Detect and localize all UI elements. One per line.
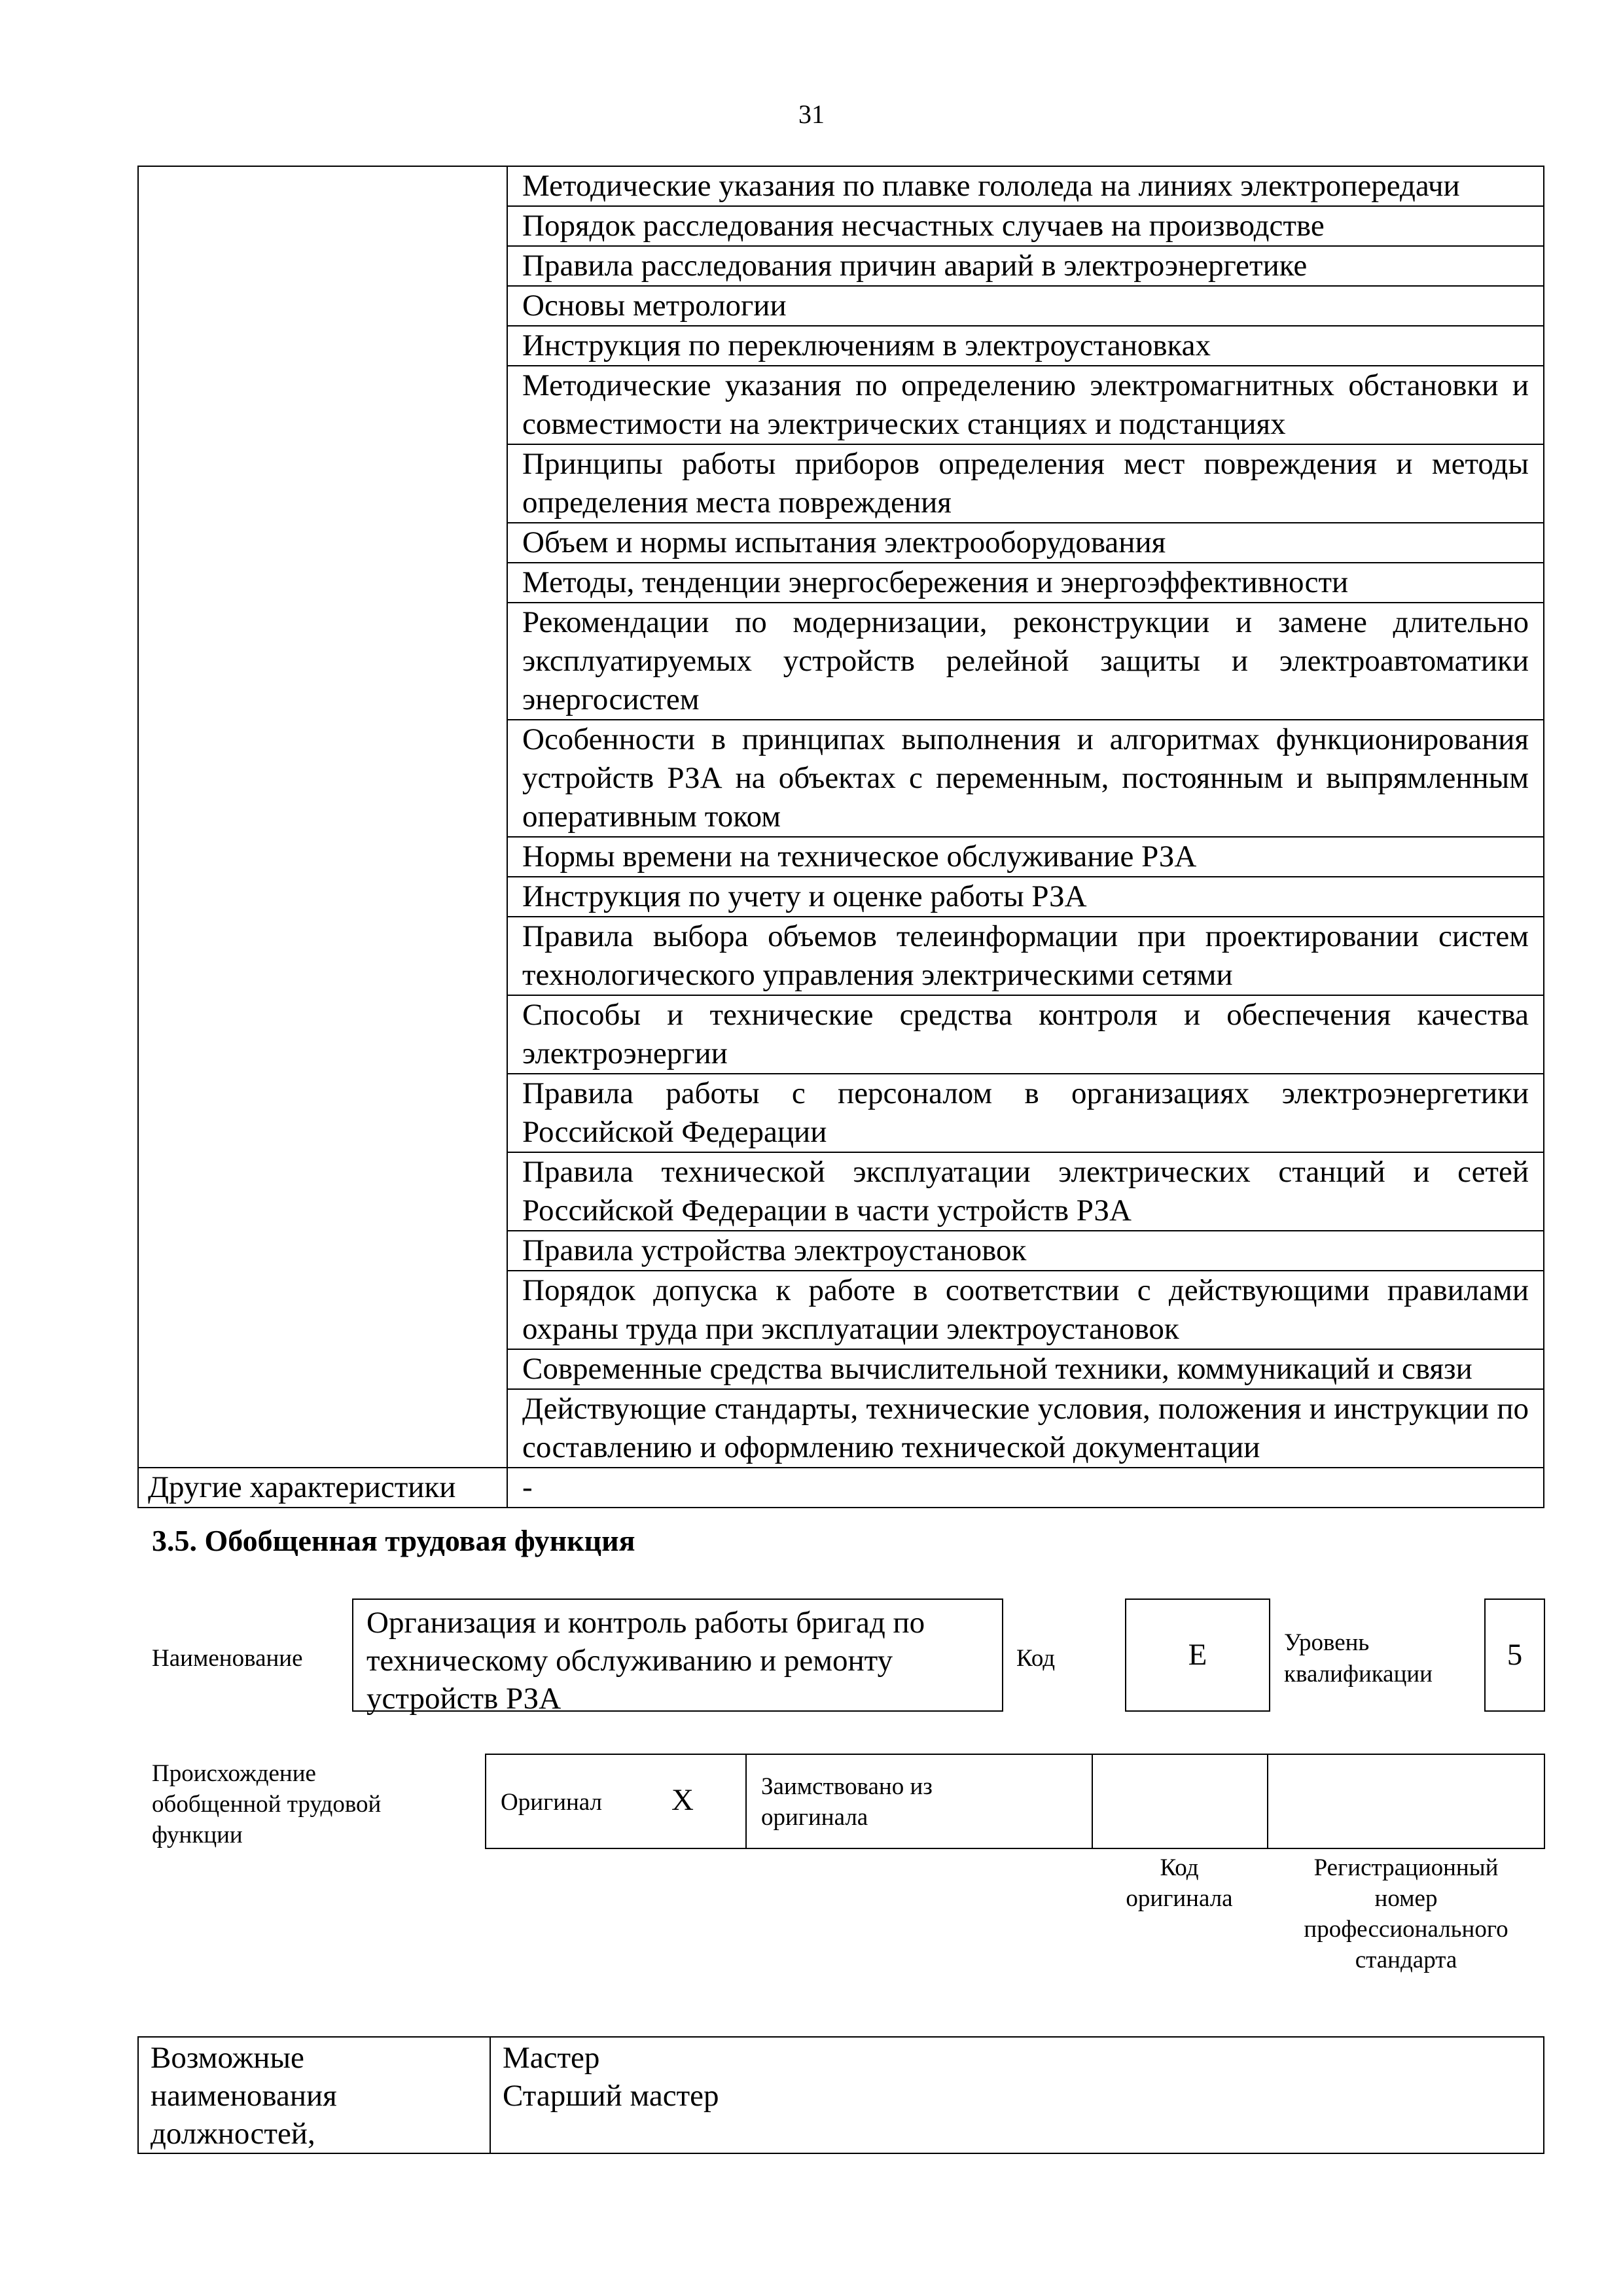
original-label: Оригинал bbox=[501, 1789, 603, 1816]
page-number: 31 bbox=[798, 99, 825, 129]
table-row bbox=[138, 246, 1544, 286]
table-row bbox=[138, 1389, 1544, 1468]
knowledge-item: Особенности в принципах выполнения и алгоритмах функционирования устройств РЗА на объектах с переменным, постоянным и выпрямленным оперативным током bbox=[507, 720, 1544, 837]
positions-label-cell bbox=[138, 2037, 490, 2153]
knowledge-item: Основы метрологии bbox=[507, 286, 1544, 326]
origin-divider-2 bbox=[1092, 1755, 1093, 1848]
other-characteristics-row bbox=[138, 1468, 1544, 1508]
table-row bbox=[138, 1074, 1544, 1152]
left-cell bbox=[138, 166, 507, 206]
positions-value-2: Старший мастер bbox=[503, 2079, 719, 2113]
knowledge-item: Инструкция по учету и оценке работы РЗА bbox=[507, 877, 1544, 917]
code-value: E bbox=[1188, 1638, 1207, 1672]
positions-value-cell bbox=[490, 2037, 1544, 2153]
table-row bbox=[138, 995, 1544, 1074]
caption-reg-2: номер bbox=[1374, 1885, 1438, 1912]
left-cell bbox=[138, 1074, 507, 1152]
knowledge-item: Правила работы с персоналом в организациях электроэнергетики Российской Федерации bbox=[507, 1074, 1544, 1152]
table-row bbox=[138, 877, 1544, 917]
level-value-box bbox=[1484, 1598, 1545, 1712]
original-mark: X bbox=[671, 1783, 694, 1817]
positions-label-2: наименования bbox=[151, 2079, 337, 2113]
knowledge-item: Порядок расследования несчастных случаев на производстве bbox=[507, 206, 1544, 246]
table-row bbox=[138, 720, 1544, 837]
table-row bbox=[138, 1231, 1544, 1271]
table-row bbox=[138, 523, 1544, 563]
left-cell bbox=[138, 603, 507, 720]
code-label: Код bbox=[1016, 1645, 1056, 1672]
knowledge-item: Методические указания по плавке гололеда на линиях электропередачи bbox=[507, 166, 1544, 206]
table-row bbox=[138, 366, 1544, 444]
other-characteristics-label: Другие характеристики bbox=[138, 1468, 507, 1508]
table-row bbox=[138, 1152, 1544, 1231]
left-cell bbox=[138, 1389, 507, 1468]
table-row bbox=[138, 837, 1544, 877]
knowledge-item: Порядок допуска к работе в соответствии с действующими правилами охраны труда при эксплуатации электроустановок bbox=[507, 1271, 1544, 1349]
left-cell bbox=[138, 877, 507, 917]
left-cell bbox=[138, 837, 507, 877]
knowledge-item: Правила устройства электроустановок bbox=[507, 1231, 1544, 1271]
knowledge-item: Рекомендации по модернизации, реконструкции и замене длительно эксплуатируемых устройств релейной защиты и электроавтоматики энергосистем bbox=[507, 603, 1544, 720]
left-cell bbox=[138, 1231, 507, 1271]
left-cell bbox=[138, 246, 507, 286]
knowledge-item: Способы и технические средства контроля и обеспечения качества электроэнергии bbox=[507, 995, 1544, 1074]
borrowed-label-1: Заимствовано из bbox=[761, 1773, 933, 1800]
knowledge-item: Действующие стандарты, технические условия, положения и инструкции по составлению и оформлению технической документации bbox=[507, 1389, 1544, 1468]
left-cell bbox=[138, 444, 507, 523]
knowledge-item: Нормы времени на техническое обслуживание РЗА bbox=[507, 837, 1544, 877]
left-cell bbox=[138, 366, 507, 444]
left-cell bbox=[138, 1152, 507, 1231]
positions-table bbox=[137, 2036, 1544, 2154]
left-cell bbox=[138, 720, 507, 837]
level-label-1: Уровень bbox=[1284, 1629, 1370, 1656]
left-cell bbox=[138, 206, 507, 246]
origin-label-1: Происхождение bbox=[152, 1760, 316, 1787]
knowledge-item: Методы, тенденции энергосбережения и энергоэффективности bbox=[507, 563, 1544, 603]
origin-divider-3 bbox=[1267, 1755, 1268, 1848]
left-cell bbox=[138, 995, 507, 1074]
left-cell bbox=[138, 326, 507, 366]
caption-reg-1: Регистрационный bbox=[1313, 1854, 1499, 1881]
knowledge-item: Правила выбора объемов телеинформации при проектировании систем технологического управления электрическими сетями bbox=[507, 917, 1544, 995]
table-row bbox=[138, 206, 1544, 246]
left-cell bbox=[138, 917, 507, 995]
other-characteristics-value: - bbox=[507, 1468, 1544, 1508]
name-label: Наименование bbox=[152, 1645, 303, 1672]
knowledge-item: Правила технической эксплуатации электрических станций и сетей Российской Федерации в части устройств РЗА bbox=[507, 1152, 1544, 1231]
knowledge-item: Правила расследования причин аварий в электроэнергетике bbox=[507, 246, 1544, 286]
knowledge-item: Методические указания по определению электромагнитных обстановки и совместимости на электрических станциях и подстанциях bbox=[507, 366, 1544, 444]
positions-value-1: Мастер bbox=[503, 2041, 600, 2075]
origin-table bbox=[485, 1754, 1545, 1849]
table-row bbox=[138, 917, 1544, 995]
level-label-2: квалификации bbox=[1284, 1661, 1433, 1687]
table-row bbox=[138, 603, 1544, 720]
positions-label-1: Возможные bbox=[151, 2041, 304, 2075]
caption-reg-3: профессионального bbox=[1304, 1916, 1508, 1943]
origin-divider-1 bbox=[745, 1755, 747, 1848]
caption-code-2: оригинала bbox=[1126, 1885, 1233, 1912]
positions-label-3: должностей, bbox=[151, 2117, 315, 2151]
left-cell bbox=[138, 563, 507, 603]
level-value: 5 bbox=[1507, 1638, 1523, 1672]
section-title: 3.5. Обобщенная трудовая функция bbox=[152, 1524, 635, 1557]
knowledge-table bbox=[137, 166, 1544, 1508]
knowledge-item: Инструкция по переключениям в электроустановках bbox=[507, 326, 1544, 366]
left-cell bbox=[138, 1271, 507, 1349]
left-cell bbox=[138, 1349, 507, 1389]
left-cell bbox=[138, 523, 507, 563]
knowledge-item: Объем и нормы испытания электрооборудования bbox=[507, 523, 1544, 563]
table-row bbox=[138, 286, 1544, 326]
knowledge-item: Современные средства вычислительной техники, коммуникаций и связи bbox=[507, 1349, 1544, 1389]
caption-code-1: Код bbox=[1160, 1854, 1199, 1881]
origin-label-3: функции bbox=[152, 1822, 243, 1848]
table-row bbox=[138, 563, 1544, 603]
table-row bbox=[138, 1349, 1544, 1389]
caption-reg-4: стандарта bbox=[1355, 1947, 1457, 1973]
table-row bbox=[138, 166, 1544, 206]
knowledge-item: Принципы работы приборов определения мест повреждения и методы определения места повреждения bbox=[507, 444, 1544, 523]
table-row bbox=[138, 1271, 1544, 1349]
name-value-box bbox=[352, 1598, 1003, 1716]
borrowed-label-2: оригинала bbox=[761, 1804, 868, 1831]
origin-label-2: обобщенной трудовой bbox=[152, 1791, 382, 1818]
name-value: Организация и контроль работы бригад по техническому обслуживанию и ремонту устройств РЗА bbox=[366, 1606, 925, 1716]
code-value-box bbox=[1125, 1598, 1270, 1712]
table-row bbox=[138, 326, 1544, 366]
left-cell bbox=[138, 286, 507, 326]
table-row bbox=[138, 444, 1544, 523]
